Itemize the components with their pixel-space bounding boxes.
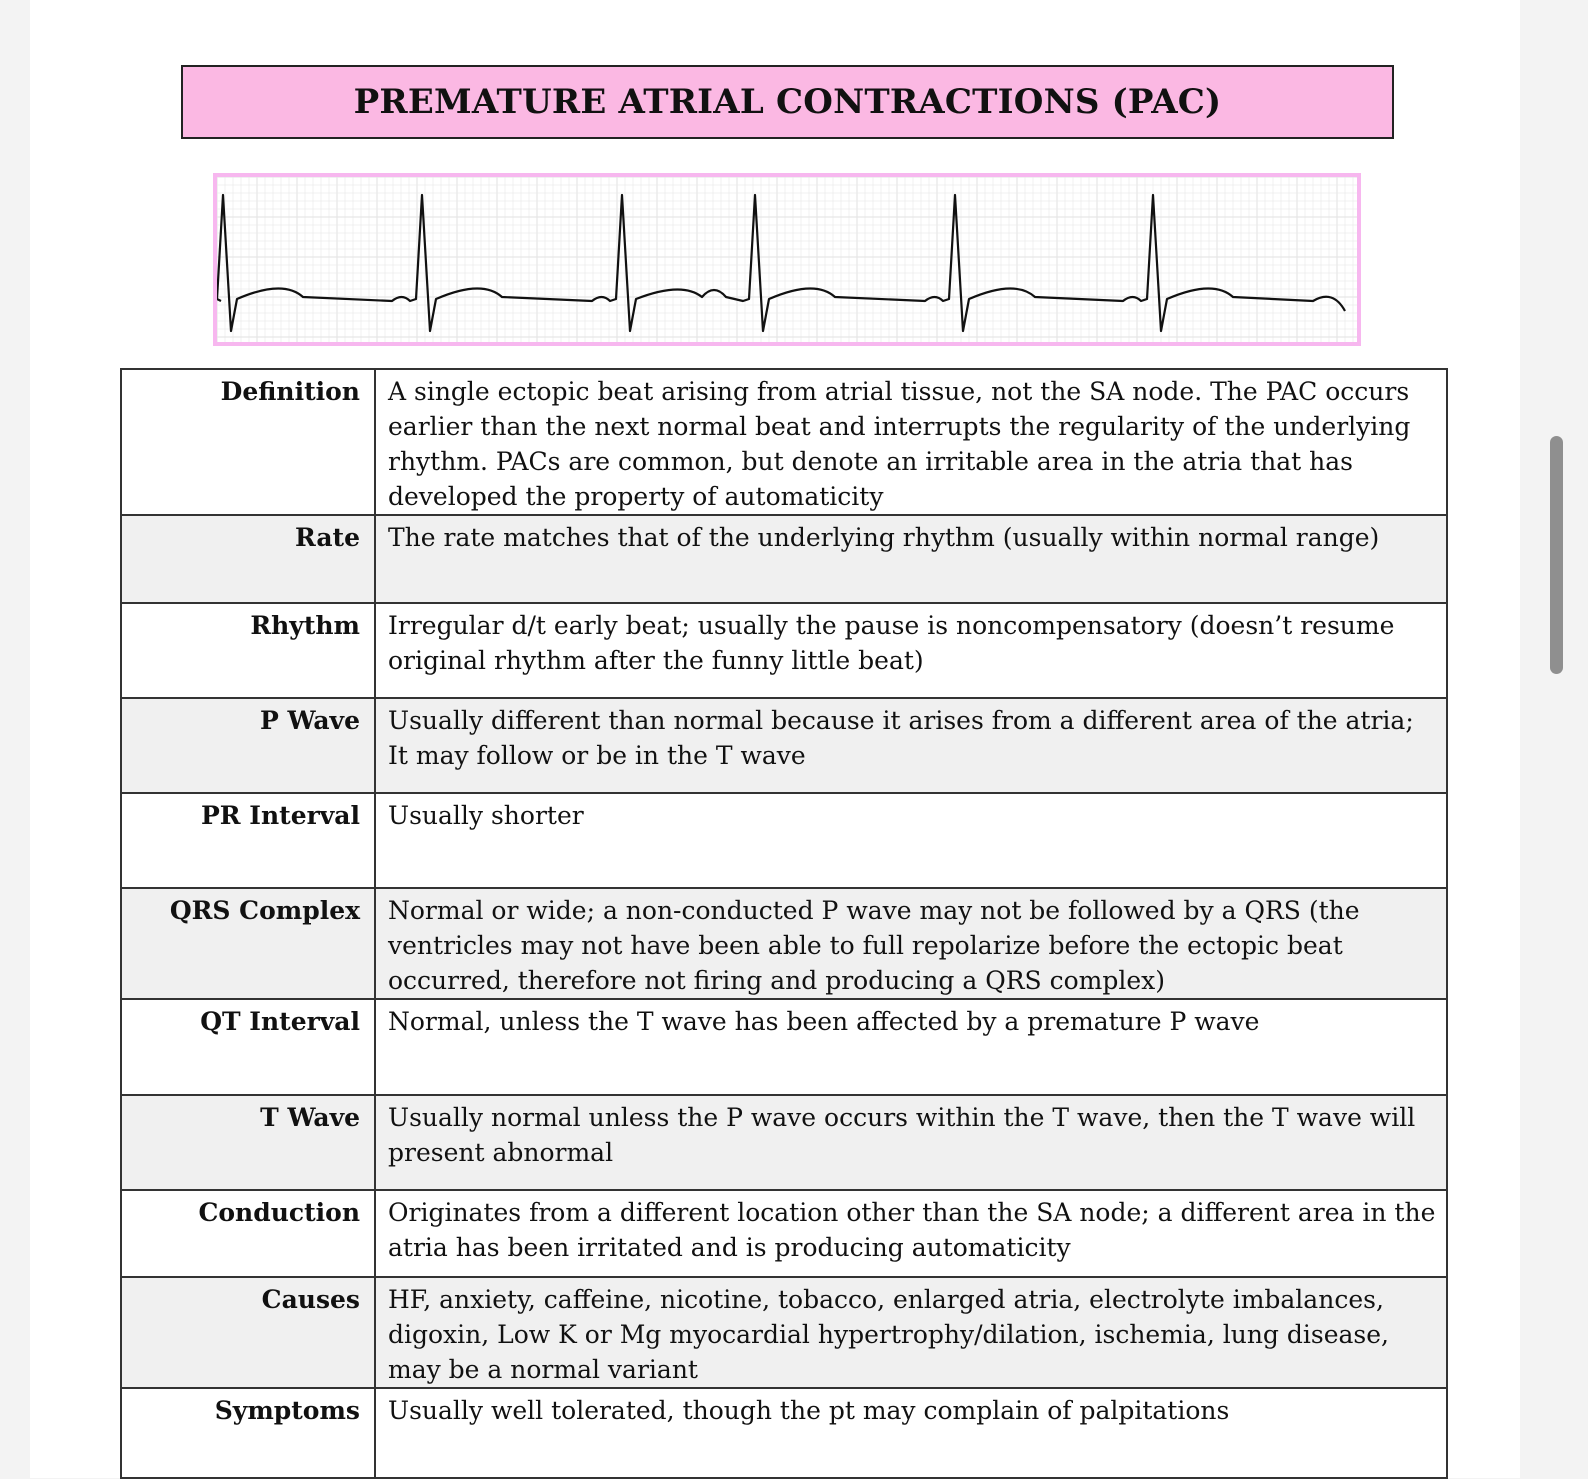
ecg-rhythm-strip: [217, 177, 1357, 342]
table-row: [121, 1095, 1447, 1190]
row-label: QT Interval: [121, 999, 375, 1095]
table-row: [121, 1190, 1447, 1277]
table-row: [121, 1277, 1447, 1388]
table-row: [121, 888, 1447, 999]
table-row: [121, 369, 1447, 515]
row-description: Normal, unless the T wave has been affected by a premature P wave: [375, 999, 1447, 1095]
row-description: The rate matches that of the underlying rhythm (usually within normal range): [375, 515, 1447, 603]
row-label: Rhythm: [121, 603, 375, 698]
row-label: Symptoms: [121, 1388, 375, 1478]
table-row: [121, 1388, 1447, 1478]
ecg-strip: [213, 173, 1361, 346]
row-description: A single ectopic beat arising from atrial tissue, not the SA node. The PAC occurs earlier than the next normal beat and interrupts the regularity of the underlying rhythm. PACs are common, but denote an irritable area in the atria that has developed the property of automaticity: [375, 369, 1447, 515]
row-label: T Wave: [121, 1095, 375, 1190]
table-row: [121, 603, 1447, 698]
row-label: Definition: [121, 369, 375, 515]
vertical-scrollbar-thumb[interactable]: [1550, 436, 1563, 674]
row-description: Irregular d/t early beat; usually the pause is noncompensatory (doesn’t resume original rhythm after the funny little beat): [375, 603, 1447, 698]
page-title: PREMATURE ATRIAL CONTRACTIONS (PAC): [353, 82, 1222, 122]
table-row: [121, 515, 1447, 603]
row-description: Originates from a different location other than the SA node; a different area in the atria has been irritated and is producing automaticity: [375, 1190, 1447, 1277]
row-description: HF, anxiety, caffeine, nicotine, tobacco, enlarged atria, electrolyte imbalances, digoxin, Low K or Mg myocardial hypertrophy/dilation, ischemia, lung disease, may be a normal variant: [375, 1277, 1447, 1388]
row-label: Conduction: [121, 1190, 375, 1277]
row-description: Usually well tolerated, though the pt may complain of palpitations: [375, 1388, 1447, 1478]
row-description: Usually normal unless the P wave occurs within the T wave, then the T wave will present abnormal: [375, 1095, 1447, 1190]
row-label: QRS Complex: [121, 888, 375, 999]
row-label: PR Interval: [121, 793, 375, 888]
row-label: P Wave: [121, 698, 375, 793]
ecg-trace: [217, 195, 1345, 331]
table-row: [121, 698, 1447, 793]
table-row: [121, 793, 1447, 888]
title-banner: [181, 65, 1394, 139]
row-label: Rate: [121, 515, 375, 603]
row-description: Normal or wide; a non-conducted P wave may not be followed by a QRS (the ventricles may not have been able to full repolarize before the ectopic beat occurred, therefore not firing and producing a QRS complex): [375, 888, 1447, 999]
row-label: Causes: [121, 1277, 375, 1388]
table-row: [121, 999, 1447, 1095]
row-description: Usually different than normal because it arises from a different area of the atria; It may follow or be in the T wave: [375, 698, 1447, 793]
document-page: [30, 0, 1520, 1478]
row-description: Usually shorter: [375, 793, 1447, 888]
pac-info-table: [120, 368, 1448, 1479]
